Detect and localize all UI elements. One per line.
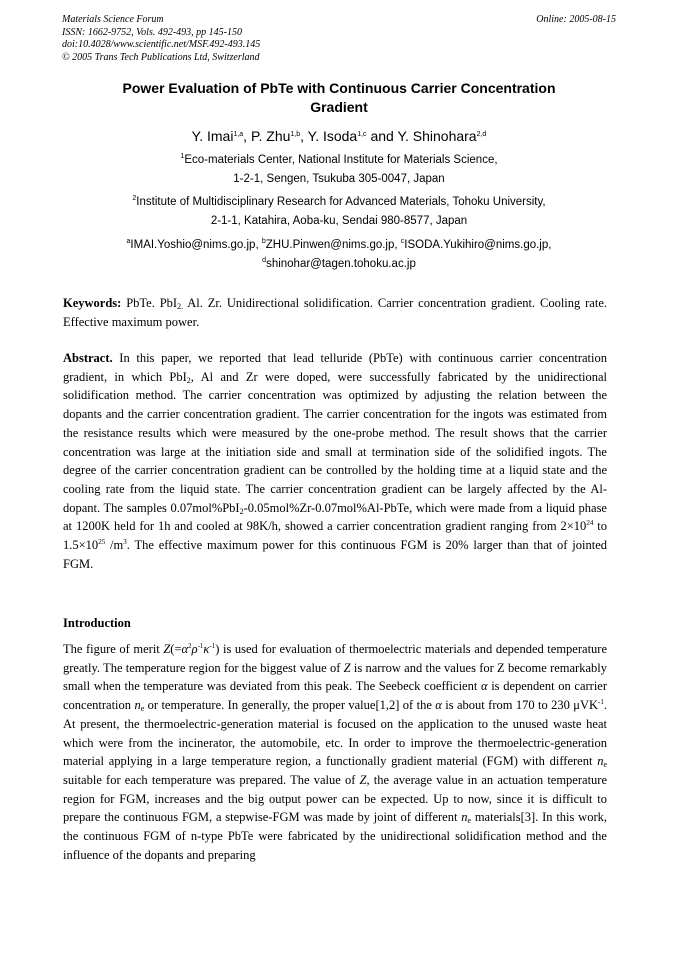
online-date: Online: 2005-08-15 [536,14,616,25]
email-address: ZHU.Pinwen@nims.go.jp, [265,239,401,251]
title-line-1: Power Evaluation of PbTe with Continuous Carrier Concentration [122,80,556,96]
email-address: IMAI.Yoshio@nims.go.jp, [130,239,262,251]
affiliation-mark: 2 [132,195,137,202]
author-separator: and [366,128,398,144]
keywords-paragraph: Keywords: PbTe. PbI$_{2.}$ Al. Zr. Unidirectional solidification. Carrier concentration gradient. Cooling rate. Effective maximum power. [63,296,607,329]
journal-header [62,14,462,64]
introduction-paragraph: The figure of merit $Z(=\alpha^2\rho^{-1}\kappa^{-1})$ is used for evaluation of thermoelectric materials and depended temperature greatly. The temperature region for the biggest value of Z is narrow and the values for Z become remarkably small when the temperature was deviated from this peak. The Seebeck coefficient α is dependent on carrier concentration $n_e$ or temperature. In generally, the proper value[1,2] of the α is about from 170 to 230 μVK$^{-1}$. At present, the thermoelectric-generation material is focused on the application to the unused waste heat which were from the incinerator, the automobile, etc. In order to improve the thermoelectric-generation material applying in a large temperature region, a functionally gradient material (FGM) with different $n_e$ suitable for each temperature was prepared. The value of Z, the average value in an actuation temperature region for FGM, increases and the big output power can be expected. Up to now, since it is difficult to prepare the continuous FGM, a stepwise-FGM was made by joint of different $n_e$ materials[3]. In this work, the continuous FGM of n-type PbTe were fabricated by the unidirectional solidification method and the influence of the dopants and preparing [63,642,608,862]
keywords-label: Keywords: [63,296,122,310]
affiliation-address: 2-1-1, Katahira, Aoba-ku, Sendai 980-8577, Japan [210,214,468,227]
author-emails [60,236,618,273]
author-affiliation-mark: 2,d [476,131,487,138]
author-affiliation-mark: 1,c [357,131,367,138]
abstract-label: Abstract. [63,351,113,365]
paper-title [70,79,608,117]
author-list [60,126,618,146]
author-name: Y. Imai [191,128,234,144]
journal-name: Materials Science Forum [62,14,164,25]
author-name: P. Zhu [250,128,291,144]
email-mark: d [262,256,267,264]
email-address: shinohar@tagen.tohoku.ac.jp [266,257,416,270]
email-mark: a [126,238,131,245]
affiliation-1 [60,151,618,188]
author-name: Y. Shinohara [397,128,477,144]
abstract-paragraph: Abstract. In this paper, we reported that lead telluride (PbTe) with continuous carrier concentration gradient, in which PbI$_2$, Al and Zr were doped, were successfully fabricated by the unidirectional solidification method. The carrier concentration was optimized by adjusting the relation between the dopants and the carrier concentration gradient. The carrier concentration for the ingots was estimated from the resistance results which were measured by the one-probe method. The result shows that the carrier concentration was large at the initiation side and small at termination side of the solidified ingots. The degree of the carrier concentration gradient can be controlled by the holding time at a liquid state and the cooling rate from the liquid state. The carrier concentration gradient can be largely affected by the Al-dopant. The samples 0.07mol%PbI$_2$-0.05mol%Zr-0.07mol%Al-PbTe, which were made from a liquid phase at 1200K held for 1h and cooled at 98K/h, showed a carrier concentration gradient ranging from $2\times 10^{24}$ to $1.5\times 10^{25}$ $/m^3$. The effective maximum power for this continuous FGM is 20% larger than that of jointed FGM. [63,351,608,571]
affiliation-mark: 1 [180,153,185,160]
affiliation-address: 1-2-1, Sengen, Tsukuba 305-0047, Japan [233,172,445,185]
author-separator: , [300,128,308,144]
copyright-line: © 2005 Trans Tech Publications Ltd, Switzerland [62,51,260,63]
author-affiliation-mark: 1,a [233,131,244,138]
affiliation-text: Eco-materials Center, National Institute for Materials Science, [184,154,498,166]
author-affiliation-mark: 1,b [290,131,301,138]
introduction-heading: Introduction [63,616,131,630]
affiliation-2 [60,193,618,230]
affiliation-text: Institute of Multidisciplinary Research for Advanced Materials, Tohoku University, [136,196,546,208]
issn-line: ISSN: 1662-9752, Vols. 492-493, pp 145-150 [62,26,242,38]
author-separator: , [243,128,251,144]
email-mark: b [261,238,266,245]
title-line-2: Gradient [310,99,368,115]
email-address: ISODA.Yukihiro@nims.go.jp, [404,239,552,251]
email-mark: c [400,238,405,245]
author-name: Y. Isoda [307,128,358,144]
doi-line: doi:10.4028/www.scientific.net/MSF.492-493.145 [62,39,261,50]
